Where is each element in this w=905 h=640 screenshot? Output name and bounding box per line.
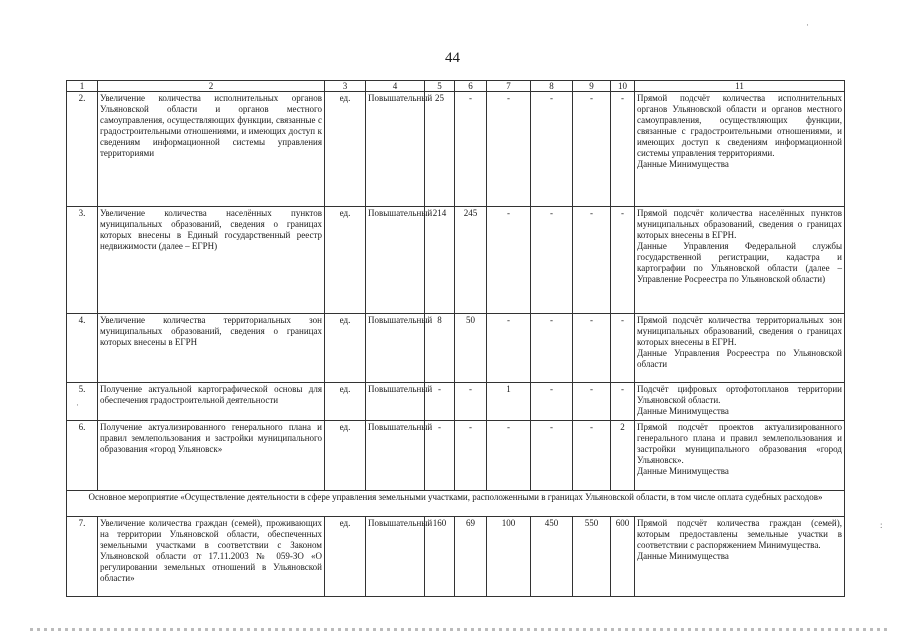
unit-cell: ед. — [325, 421, 366, 491]
row-number: 7. — [67, 517, 98, 597]
value-cell: 69 — [455, 517, 487, 597]
value-cell: - — [573, 207, 611, 314]
value-cell: 100 — [487, 517, 531, 597]
header-cell: 11 — [635, 81, 845, 92]
header-cell: 8 — [531, 81, 573, 92]
value-cell: - — [425, 421, 455, 491]
indicator-type: Повышательный — [366, 517, 425, 597]
indicator-type: Повышательный — [366, 92, 425, 207]
value-cell: - — [531, 207, 573, 314]
value-cell: - — [611, 383, 635, 421]
page-number: 44 — [445, 50, 460, 66]
scan-edge-noise — [30, 628, 890, 631]
header-cell: 9 — [573, 81, 611, 92]
value-cell: 600 — [611, 517, 635, 597]
indicator-table — [66, 80, 845, 597]
scan-mark: · — [806, 20, 809, 30]
section-row — [67, 491, 845, 517]
header-row — [67, 81, 845, 92]
value-cell: - — [531, 421, 573, 491]
value-cell: - — [531, 383, 573, 421]
calculation-method: Прямой подсчёт количества населённых пунктов муниципальных образований, сведения о границах которых внесены в ЕГРН. Данные Управления Федеральной службы государственной регистрации, кадастра и картографии по Ульяновской области (далее – Управление Росреестра по Ульяновской области) — [635, 207, 845, 314]
header-cell: 1 — [67, 81, 98, 92]
table-row — [67, 92, 845, 207]
unit-cell: ед. — [325, 517, 366, 597]
value-cell: - — [611, 92, 635, 207]
value-cell: - — [611, 207, 635, 314]
value-cell: - — [487, 92, 531, 207]
indicator-type: Повышательный — [366, 383, 425, 421]
row-number: 2. — [67, 92, 98, 207]
value-cell: - — [455, 383, 487, 421]
scan-mark: : — [880, 520, 883, 530]
header-cell: 4 — [366, 81, 425, 92]
table-row — [67, 207, 845, 314]
unit-cell: ед. — [325, 207, 366, 314]
section-title: Основное мероприятие «Осуществление деятельности в сфере управления земельными участками, расположенными в границах Ульяновской области, в том числе оплата судебных расходов» — [67, 491, 845, 517]
value-cell: - — [455, 92, 487, 207]
value-cell: 1 — [487, 383, 531, 421]
row-number: 4. — [67, 314, 98, 383]
value-cell: 2 — [611, 421, 635, 491]
value-cell: 214 — [425, 207, 455, 314]
header-cell: 6 — [455, 81, 487, 92]
calculation-method: Подсчёт цифровых ортофотопланов территории Ульяновской области. Данные Минимущества — [635, 383, 845, 421]
indicator-type: Повышательный — [366, 421, 425, 491]
value-cell: - — [487, 421, 531, 491]
table-row — [67, 383, 845, 421]
value-cell: - — [573, 383, 611, 421]
value-cell: 8 — [425, 314, 455, 383]
calculation-method: Прямой подсчёт количества исполнительных органов Ульяновской области и органов местного самоуправления, осуществляющих функции, связанные с градостроительными отношениями, и имеющих доступ к сведениям информационной системы управления территориями. Данные Минимущества — [635, 92, 845, 207]
unit-cell: ед. — [325, 314, 366, 383]
indicator-description: Получение актуальной картографической основы для обеспечения градостроительной деятельности — [98, 383, 325, 421]
indicator-description: Получение актуализированного генерального плана и правил землепользования и застройки муниципального образования «город Ульяновск» — [98, 421, 325, 491]
indicator-description: Увеличение количества населённых пунктов муниципальных образований, сведения о границах которых внесены в Единый государственный реестр недвижимости (далее – ЕГРН) — [98, 207, 325, 314]
header-cell: 3 — [325, 81, 366, 92]
value-cell: - — [531, 314, 573, 383]
value-cell: - — [455, 421, 487, 491]
value-cell: 245 — [455, 207, 487, 314]
calculation-method: Прямой подсчёт количества территориальных зон муниципальных образований, сведения о границах которых внесены в ЕГРН. Данные Управления Росреестра по Ульяновской области — [635, 314, 845, 383]
indicator-type: Повышательный — [366, 207, 425, 314]
table-row — [67, 421, 845, 491]
indicator-type: Повышательный — [366, 314, 425, 383]
indicator-description: Увеличение количества граждан (семей), проживающих на территории Ульяновской области, обеспеченных земельными участками в соответствии с Законом Ульяновской области от 17.11.2003 № 059-ЗО «О регулировании земельных отношений в Ульяновской области» — [98, 517, 325, 597]
value-cell: 25 — [425, 92, 455, 207]
row-number: 6. — [67, 421, 98, 491]
value-cell: - — [611, 314, 635, 383]
calculation-method: Прямой подсчёт проектов актуализированного генерального плана и правил землепользования и застройки муниципального образования «город Ульяновск». Данные Минимущества — [635, 421, 845, 491]
header-cell: 7 — [487, 81, 531, 92]
value-cell: - — [573, 421, 611, 491]
unit-cell: ед. — [325, 383, 366, 421]
value-cell: - — [573, 314, 611, 383]
row-number: 5. — [67, 383, 98, 421]
table-row — [67, 517, 845, 597]
table-row — [67, 314, 845, 383]
value-cell: 550 — [573, 517, 611, 597]
unit-cell: ед. — [325, 92, 366, 207]
value-cell: - — [531, 92, 573, 207]
header-cell: 10 — [611, 81, 635, 92]
value-cell: - — [573, 92, 611, 207]
value-cell: 160 — [425, 517, 455, 597]
scan-mark: · — [76, 400, 79, 410]
value-cell: 50 — [455, 314, 487, 383]
header-cell: 2 — [98, 81, 325, 92]
calculation-method: Прямой подсчёт количества граждан (семей), которым предоставлены земельные участки в соответствии с распоряжением Минимущества. Данные Минимущества — [635, 517, 845, 597]
value-cell: - — [487, 314, 531, 383]
header-cell: 5 — [425, 81, 455, 92]
indicator-description: Увеличение количества исполнительных органов Ульяновской области и органов местного самоуправления, осуществляющих функции, связанные с градостроительными отношениями, и имеющих доступ к сведениям информационной системы управления территориями — [98, 92, 325, 207]
value-cell: 450 — [531, 517, 573, 597]
value-cell: - — [425, 383, 455, 421]
indicator-description: Увеличение количества территориальных зон муниципальных образований, сведения о границах которых внесены в ЕГРН — [98, 314, 325, 383]
row-number: 3. — [67, 207, 98, 314]
value-cell: - — [487, 207, 531, 314]
